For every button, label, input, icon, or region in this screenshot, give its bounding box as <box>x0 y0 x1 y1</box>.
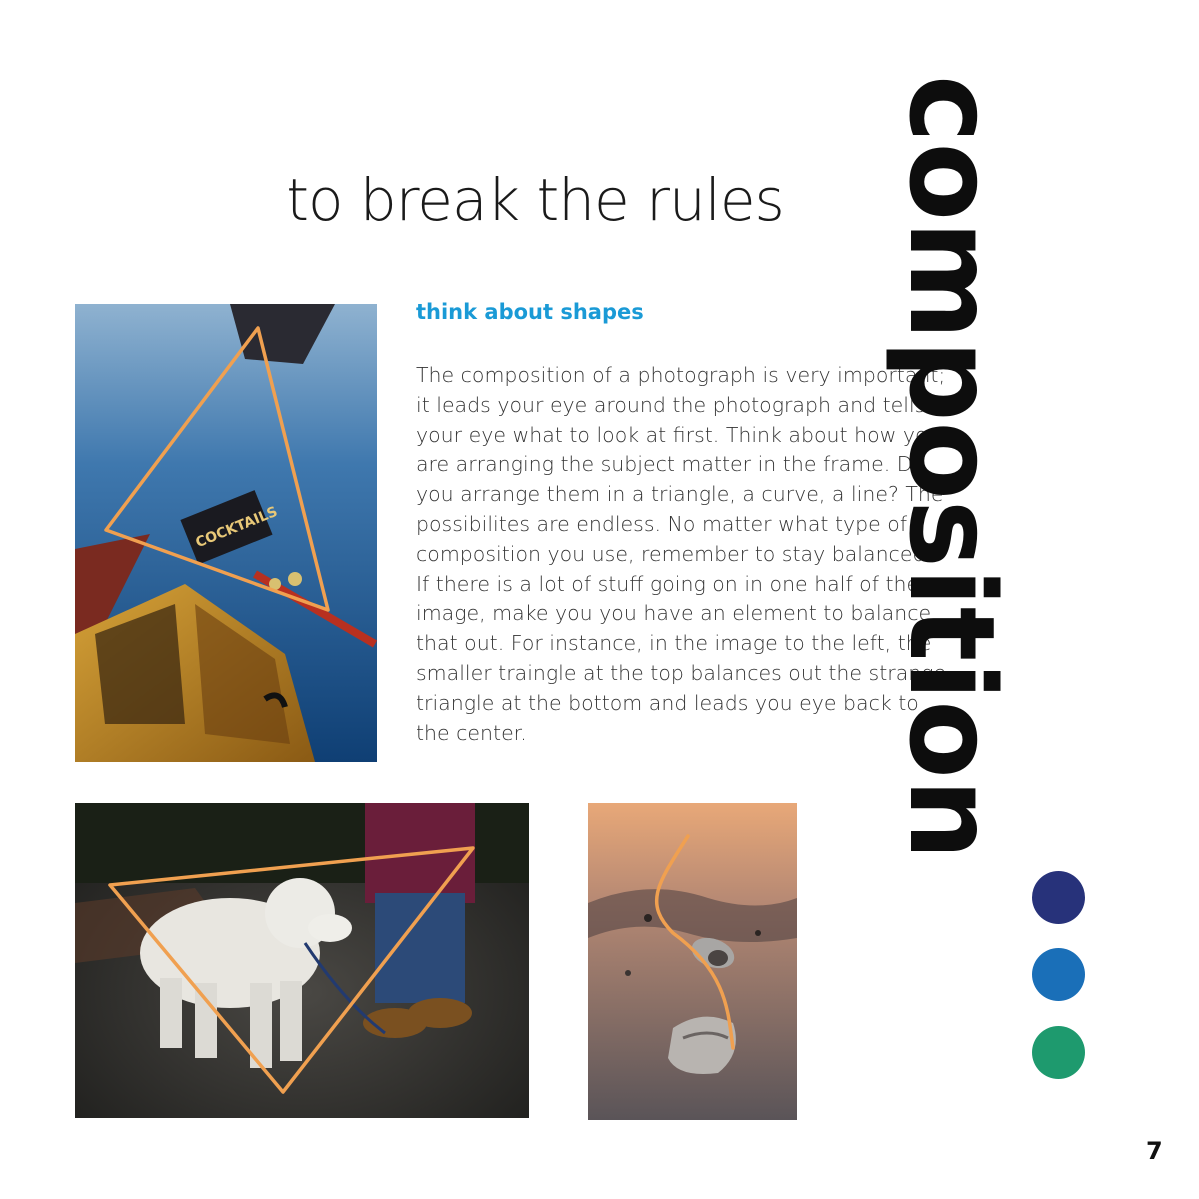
decorative-dot-green <box>1032 1026 1085 1079</box>
photo-neon-sign-image <box>75 304 377 762</box>
section-title-label: composition <box>883 75 1021 888</box>
decorative-dot-navy <box>1032 871 1085 924</box>
svg-text:COCKTAILS: COCKTAILS <box>193 503 280 552</box>
section-title-text <box>883 75 1107 888</box>
section-title <box>883 75 1107 888</box>
photo-sand-can <box>588 803 797 1120</box>
article-body: The composition of a photograph is very important; it leads your eye around the photograph and tells your eye what to look at first. Think about how you are arranging the subject matter in the frame. Do you arrange them in a triangle, a curve, a line? The possibilites are endless. No matter what type of composition you use, remember to stay balanced. If there is a lot of stuff going on in one half of the image, make you you have an element to balance that out. For instance, in the image to the left, the smaller traingle at the top balances out the strange triangle at the bottom and leads you eye back to the center. <box>416 363 947 745</box>
page-headline: to break the rules <box>286 166 784 234</box>
article-subheading: think about shapes <box>416 300 644 324</box>
photo-poodle <box>75 803 529 1118</box>
page-number: 7 <box>1146 1137 1163 1165</box>
decorative-dot-blue <box>1032 948 1085 1001</box>
photo-sand-can-image <box>588 803 797 1120</box>
photo-neon-sign <box>75 304 377 762</box>
photo-poodle-image <box>75 803 529 1118</box>
